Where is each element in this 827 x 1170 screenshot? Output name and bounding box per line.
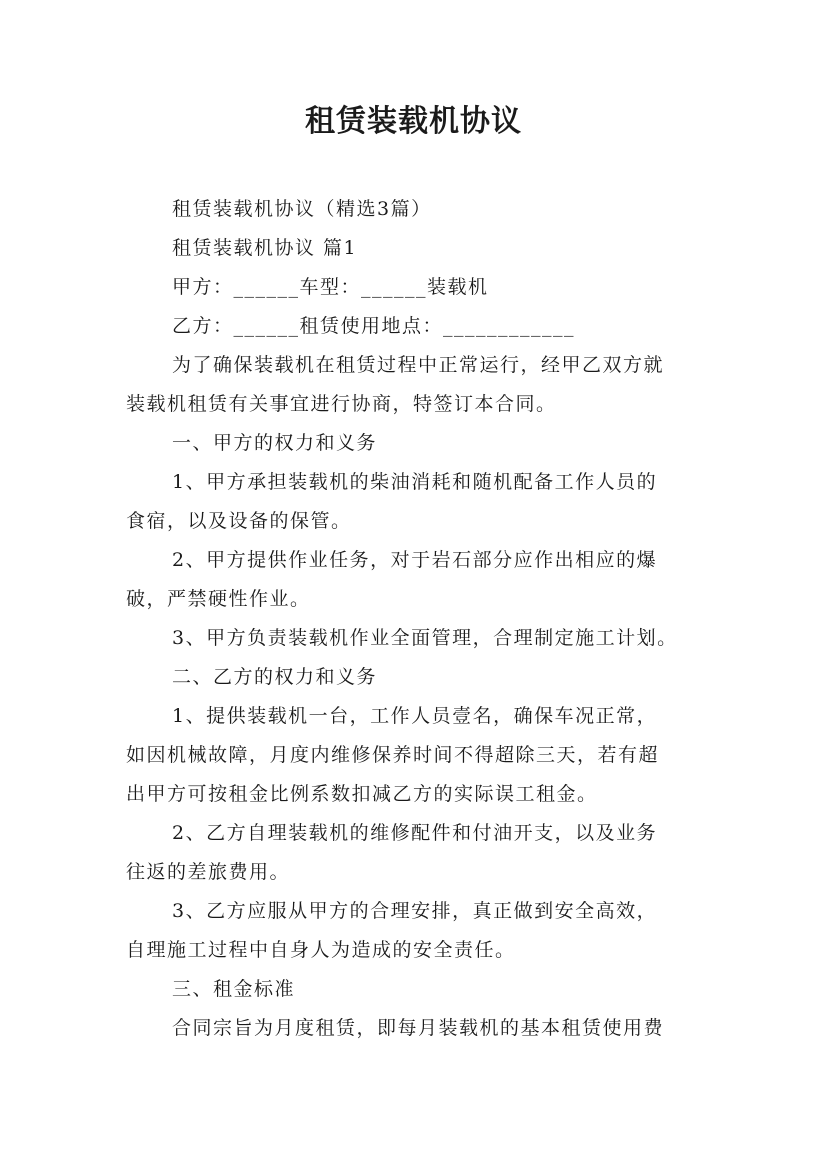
paragraph-line: 2、乙方自理装载机的维修配件和付油开支，以及业务: [172, 822, 658, 844]
paragraph-line: 自理施工过程中自身人为造成的安全责任。: [126, 939, 516, 961]
paragraph-line: 租赁装载机协议 篇1: [172, 237, 358, 259]
paragraph-line: 3、甲方负责装载机作业全面管理，合理制定施工计划。: [172, 627, 678, 649]
paragraph-line: 破，严禁硬性作业。: [126, 588, 311, 610]
paragraph-line: 3、乙方应服从甲方的合理安排，真正做到安全高效，: [172, 900, 658, 922]
paragraph-line: 食宿，以及设备的保管。: [126, 510, 352, 532]
paragraph-line: 甲方：______车型：______装载机: [172, 276, 489, 298]
paragraph-line: 出甲方可按租金比例系数扣减乙方的实际误工租金。: [126, 783, 598, 805]
document-body: [126, 190, 716, 1048]
paragraph-line: 乙方：______租赁使用地点：____________: [172, 315, 576, 337]
section-heading: 二、乙方的权力和义务: [172, 666, 378, 688]
paragraph-line: 1、提供装载机一台，工作人员壹名，确保车况正常，: [172, 705, 658, 727]
paragraph-line: 往返的差旅费用。: [126, 861, 291, 883]
paragraph-line: 租赁装载机协议（精选3篇）: [172, 198, 432, 220]
paragraph-line: 1、甲方承担装载机的柴油消耗和随机配备工作人员的: [172, 471, 658, 493]
paragraph-line: 为了确保装载机在租赁过程中正常运行，经甲乙双方就: [172, 354, 665, 376]
paragraph-line: 2、甲方提供作业任务，对于岩石部分应作出相应的爆: [172, 549, 658, 571]
section-heading: 三、租金标准: [172, 978, 296, 1000]
document-title: 租赁装载机协议: [305, 104, 522, 139]
paragraph-line: 合同宗旨为月度租赁，即每月装载机的基本租赁使用费: [172, 1017, 665, 1039]
paragraph-line: 如因机械故障，月度内维修保养时间不得超除三天，若有超: [126, 744, 660, 766]
section-heading: 一、甲方的权力和义务: [172, 432, 378, 454]
paragraph-line: 装载机租赁有关事宜进行协商，特签订本合同。: [126, 393, 557, 415]
